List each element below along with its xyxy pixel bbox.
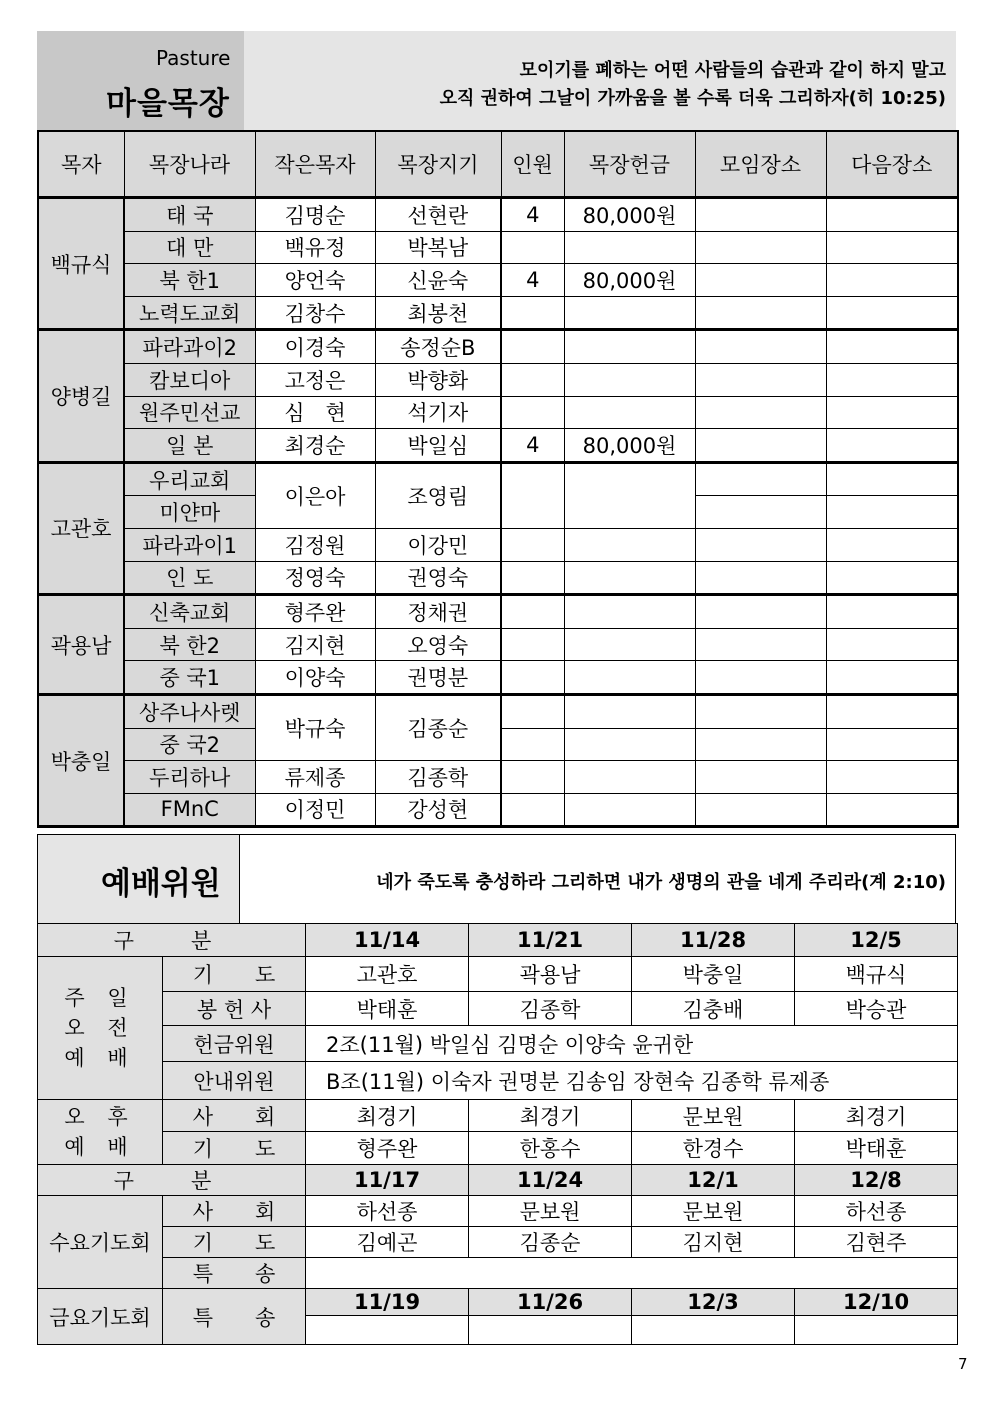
value-cell: 백규식 (795, 957, 958, 992)
value-cell: 김지현 (632, 1227, 795, 1258)
table-row (38, 429, 958, 463)
section-label: 구 분 (38, 1165, 306, 1196)
table-row (38, 992, 958, 1026)
offering-cell (564, 595, 695, 629)
header-next-place: 다음장소 (826, 131, 958, 198)
offering-cell: 80,000원 (564, 429, 695, 463)
country-cell: 북 한1 (124, 264, 255, 297)
country-cell: 두리하나 (124, 761, 255, 794)
value-cell (469, 1316, 632, 1345)
meeting-place-cell (695, 396, 826, 429)
value-cell: 형주완 (306, 1132, 469, 1165)
count-cell (501, 396, 564, 429)
count-cell: 4 (501, 198, 564, 232)
pastor-cell: 양병길 (38, 330, 124, 462)
header-pastor: 목자 (38, 131, 124, 198)
date-cell: 11/21 (469, 924, 632, 957)
value-cell: 최경기 (795, 1100, 958, 1132)
date-cell: 11/14 (306, 924, 469, 957)
meeting-place-cell (695, 561, 826, 595)
keeper-cell: 박향화 (375, 363, 501, 396)
small-pastor-cell: 김창수 (255, 296, 375, 330)
table-row (38, 561, 958, 595)
next-place-cell (826, 363, 958, 396)
table-row (38, 1227, 958, 1258)
keeper-cell: 권영숙 (375, 561, 501, 595)
header-keeper: 목장지기 (375, 131, 501, 198)
offering-cell (564, 661, 695, 695)
meeting-place-cell (695, 296, 826, 330)
keeper-cell: 권명분 (375, 661, 501, 695)
worship-title: 예배위원 (101, 866, 221, 902)
offering-committee-cell: 2조(11월) 박일심 김명순 이양숙 윤귀한 (306, 1026, 958, 1062)
row-label: 봉 헌 사 (163, 992, 306, 1026)
table-row (38, 661, 958, 695)
small-pastor-cell: 류제종 (255, 761, 375, 794)
sunday-pm-label: 오 후 예 배 (38, 1100, 163, 1165)
country-cell: 파라과이1 (124, 528, 255, 561)
row-label: 사 회 (163, 1196, 306, 1227)
offering-cell (564, 462, 695, 528)
keeper-cell: 최봉천 (375, 296, 501, 330)
date-cell: 11/26 (469, 1289, 632, 1316)
value-cell (795, 1316, 958, 1345)
next-place-cell (826, 231, 958, 264)
next-place-cell (826, 595, 958, 629)
keeper-cell: 박복남 (375, 231, 501, 264)
country-cell: 우리교회 (124, 462, 255, 496)
small-pastor-cell: 이정민 (255, 793, 375, 827)
count-cell (501, 231, 564, 264)
keeper-cell: 이강민 (375, 528, 501, 561)
header-count: 인원 (501, 131, 564, 198)
pasture-table (37, 130, 959, 828)
small-pastor-cell: 이경숙 (255, 330, 375, 364)
next-place-cell (826, 462, 958, 496)
offering-cell (564, 761, 695, 794)
value-cell: 곽용남 (469, 957, 632, 992)
meeting-place-cell (695, 330, 826, 364)
date-cell: 12/10 (795, 1289, 958, 1316)
value-cell: 김종순 (469, 1227, 632, 1258)
next-place-cell (826, 528, 958, 561)
wednesday-label: 수요기도회 (38, 1196, 163, 1289)
small-pastor-cell: 정영숙 (255, 561, 375, 595)
value-cell: 김예곤 (306, 1227, 469, 1258)
table-row (38, 595, 958, 629)
country-cell: 중 국1 (124, 661, 255, 695)
small-pastor-cell: 형주완 (255, 595, 375, 629)
count-cell (501, 728, 564, 761)
meeting-place-cell (695, 429, 826, 463)
country-cell: 상주나사렛 (124, 694, 255, 728)
meeting-place-cell (695, 231, 826, 264)
date-cell: 12/1 (632, 1165, 795, 1196)
table-row (38, 198, 958, 232)
small-pastor-cell: 최경순 (255, 429, 375, 463)
offering-cell (564, 396, 695, 429)
value-cell (632, 1316, 795, 1345)
worship-table (37, 923, 958, 1345)
keeper-cell: 석기자 (375, 396, 501, 429)
row-label: 안내위원 (163, 1062, 306, 1100)
pasture-title-en: Pasture (156, 46, 231, 70)
value-cell (306, 1316, 469, 1345)
meeting-place-cell (695, 462, 826, 496)
wed-date-row (38, 1165, 958, 1196)
table-row (38, 957, 958, 992)
count-cell (501, 296, 564, 330)
next-place-cell (826, 330, 958, 364)
small-pastor-cell: 김지현 (255, 628, 375, 661)
small-pastor-cell: 백유정 (255, 231, 375, 264)
table-row (38, 1100, 958, 1132)
table-row (38, 296, 958, 330)
sunday-date-row (38, 924, 958, 957)
meeting-place-cell (695, 728, 826, 761)
table-row (38, 1132, 958, 1165)
table-row (38, 793, 958, 827)
date-cell: 12/5 (795, 924, 958, 957)
table-row (38, 264, 958, 297)
value-cell: 김현주 (795, 1227, 958, 1258)
country-cell: 일 본 (124, 429, 255, 463)
date-cell: 11/24 (469, 1165, 632, 1196)
table-row (38, 330, 958, 364)
pasture-verse-line1: 모이기를 폐하는 어떤 사람들의 습관과 같이 하지 말고 (519, 60, 946, 81)
value-cell: 박충일 (632, 957, 795, 992)
value-cell (306, 1258, 958, 1289)
table-row (38, 231, 958, 264)
keeper-cell: 오영숙 (375, 628, 501, 661)
offering-cell (564, 231, 695, 264)
small-pastor-cell: 박규숙 (255, 694, 375, 760)
value-cell: 최경기 (469, 1100, 632, 1132)
country-cell: 인 도 (124, 561, 255, 595)
value-cell: 하선종 (306, 1196, 469, 1227)
count-cell (501, 761, 564, 794)
next-place-cell (826, 496, 958, 529)
keeper-cell: 강성현 (375, 793, 501, 827)
keeper-cell: 김종순 (375, 694, 501, 760)
row-label: 기 도 (163, 1132, 306, 1165)
offering-cell (564, 793, 695, 827)
offering-cell: 80,000원 (564, 264, 695, 297)
table-row (38, 396, 958, 429)
row-label: 헌금위원 (163, 1026, 306, 1062)
row-label: 특 송 (163, 1258, 306, 1289)
worship-verse: 네가 죽도록 충성하라 그리하면 내가 생명의 관을 네게 주리라(계 2:10) (376, 872, 946, 893)
table-row (38, 462, 958, 496)
pastor-cell: 박충일 (38, 694, 124, 826)
pasture-header-row (38, 131, 958, 198)
small-pastor-cell: 김명순 (255, 198, 375, 232)
friday-label: 금요기도회 (38, 1289, 163, 1345)
table-row (38, 628, 958, 661)
meeting-place-cell (695, 694, 826, 728)
row-label: 기 도 (163, 1227, 306, 1258)
value-cell: 문보원 (469, 1196, 632, 1227)
country-cell: 파라과이2 (124, 330, 255, 364)
count-cell: 4 (501, 429, 564, 463)
count-cell (501, 561, 564, 595)
meeting-place-cell (695, 661, 826, 695)
keeper-cell: 김종학 (375, 761, 501, 794)
value-cell: 박태훈 (795, 1132, 958, 1165)
offering-cell (564, 694, 695, 728)
next-place-cell (826, 198, 958, 232)
header-country: 목장나라 (124, 131, 255, 198)
date-cell: 12/3 (632, 1289, 795, 1316)
page-number: 7 (958, 1355, 968, 1373)
meeting-place-cell (695, 198, 826, 232)
count-cell (501, 595, 564, 629)
next-place-cell (826, 628, 958, 661)
keeper-cell: 박일심 (375, 429, 501, 463)
country-cell: 태 국 (124, 198, 255, 232)
value-cell: 하선종 (795, 1196, 958, 1227)
count-cell (501, 661, 564, 695)
keeper-cell: 송정순B (375, 330, 501, 364)
country-cell: 미얀마 (124, 496, 255, 529)
table-row (38, 1062, 958, 1100)
count-cell (501, 628, 564, 661)
meeting-place-cell (695, 761, 826, 794)
keeper-cell: 신윤숙 (375, 264, 501, 297)
next-place-cell (826, 761, 958, 794)
country-cell: 중 국2 (124, 728, 255, 761)
small-pastor-cell: 양언숙 (255, 264, 375, 297)
table-row (38, 1258, 958, 1289)
date-cell: 12/8 (795, 1165, 958, 1196)
count-cell (501, 694, 564, 728)
small-pastor-cell: 이양숙 (255, 661, 375, 695)
next-place-cell (826, 661, 958, 695)
date-cell: 11/17 (306, 1165, 469, 1196)
table-row (38, 363, 958, 396)
row-label: 사 회 (163, 1100, 306, 1132)
value-cell: 박태훈 (306, 992, 469, 1026)
value-cell: 최경기 (306, 1100, 469, 1132)
table-row (38, 1196, 958, 1227)
offering-cell (564, 296, 695, 330)
keeper-cell: 조영림 (375, 462, 501, 528)
meeting-place-cell (695, 595, 826, 629)
country-cell: 대 만 (124, 231, 255, 264)
next-place-cell (826, 728, 958, 761)
offering-cell: 80,000원 (564, 198, 695, 232)
country-cell: FMnC (124, 793, 255, 827)
value-cell: 한홍수 (469, 1132, 632, 1165)
row-label: 기 도 (163, 957, 306, 992)
country-cell: 원주민선교 (124, 396, 255, 429)
next-place-cell (826, 296, 958, 330)
date-cell: 11/19 (306, 1289, 469, 1316)
count-cell (501, 363, 564, 396)
pastor-cell: 곽용남 (38, 595, 124, 695)
value-cell: 김충배 (632, 992, 795, 1026)
small-pastor-cell: 심 현 (255, 396, 375, 429)
value-cell: 한경수 (632, 1132, 795, 1165)
country-cell: 북 한2 (124, 628, 255, 661)
offering-cell (564, 628, 695, 661)
row-label: 특 송 (163, 1289, 306, 1345)
meeting-place-cell (695, 496, 826, 529)
header-small-pastor: 작은목자 (255, 131, 375, 198)
sunday-am-label: 주 일 오 전 예 배 (38, 957, 163, 1100)
small-pastor-cell: 이은아 (255, 462, 375, 528)
offering-cell (564, 330, 695, 364)
keeper-cell: 선현란 (375, 198, 501, 232)
value-cell: 고관호 (306, 957, 469, 992)
header-offering: 목장헌금 (564, 131, 695, 198)
next-place-cell (826, 793, 958, 827)
date-cell: 11/28 (632, 924, 795, 957)
count-cell: 4 (501, 264, 564, 297)
country-cell: 노력도교회 (124, 296, 255, 330)
value-cell: 문보원 (632, 1100, 795, 1132)
next-place-cell (826, 429, 958, 463)
table-row (38, 1026, 958, 1062)
meeting-place-cell (695, 628, 826, 661)
next-place-cell (826, 264, 958, 297)
count-cell (501, 462, 564, 528)
table-row (38, 528, 958, 561)
pasture-verse-line2: 오직 권하여 그날이 가까움을 볼 수록 더욱 그리하자(히 10:25) (439, 88, 946, 109)
next-place-cell (826, 561, 958, 595)
count-cell (501, 528, 564, 561)
count-cell (501, 793, 564, 827)
meeting-place-cell (695, 793, 826, 827)
section-label: 구 분 (38, 924, 306, 957)
table-row (38, 761, 958, 794)
meeting-place-cell (695, 264, 826, 297)
table-row (38, 694, 958, 728)
next-place-cell (826, 694, 958, 728)
offering-cell (564, 728, 695, 761)
value-cell: 문보원 (632, 1196, 795, 1227)
pastor-cell: 백규식 (38, 198, 124, 330)
header-meeting-place: 모임장소 (695, 131, 826, 198)
value-cell: 김종학 (469, 992, 632, 1026)
usher-cell: B조(11월) 이숙자 권명분 김송임 장현숙 김종학 류제종 (306, 1062, 958, 1100)
offering-cell (564, 363, 695, 396)
offering-cell (564, 528, 695, 561)
meeting-place-cell (695, 363, 826, 396)
keeper-cell: 정채권 (375, 595, 501, 629)
value-cell: 박승관 (795, 992, 958, 1026)
offering-cell (564, 561, 695, 595)
small-pastor-cell: 김정원 (255, 528, 375, 561)
next-place-cell (826, 396, 958, 429)
pasture-title-ko: 마을목장 (106, 86, 230, 122)
small-pastor-cell: 고정은 (255, 363, 375, 396)
country-cell: 캄보디아 (124, 363, 255, 396)
pastor-cell: 고관호 (38, 462, 124, 594)
count-cell (501, 330, 564, 364)
meeting-place-cell (695, 528, 826, 561)
country-cell: 신축교회 (124, 595, 255, 629)
table-row (38, 1289, 958, 1316)
